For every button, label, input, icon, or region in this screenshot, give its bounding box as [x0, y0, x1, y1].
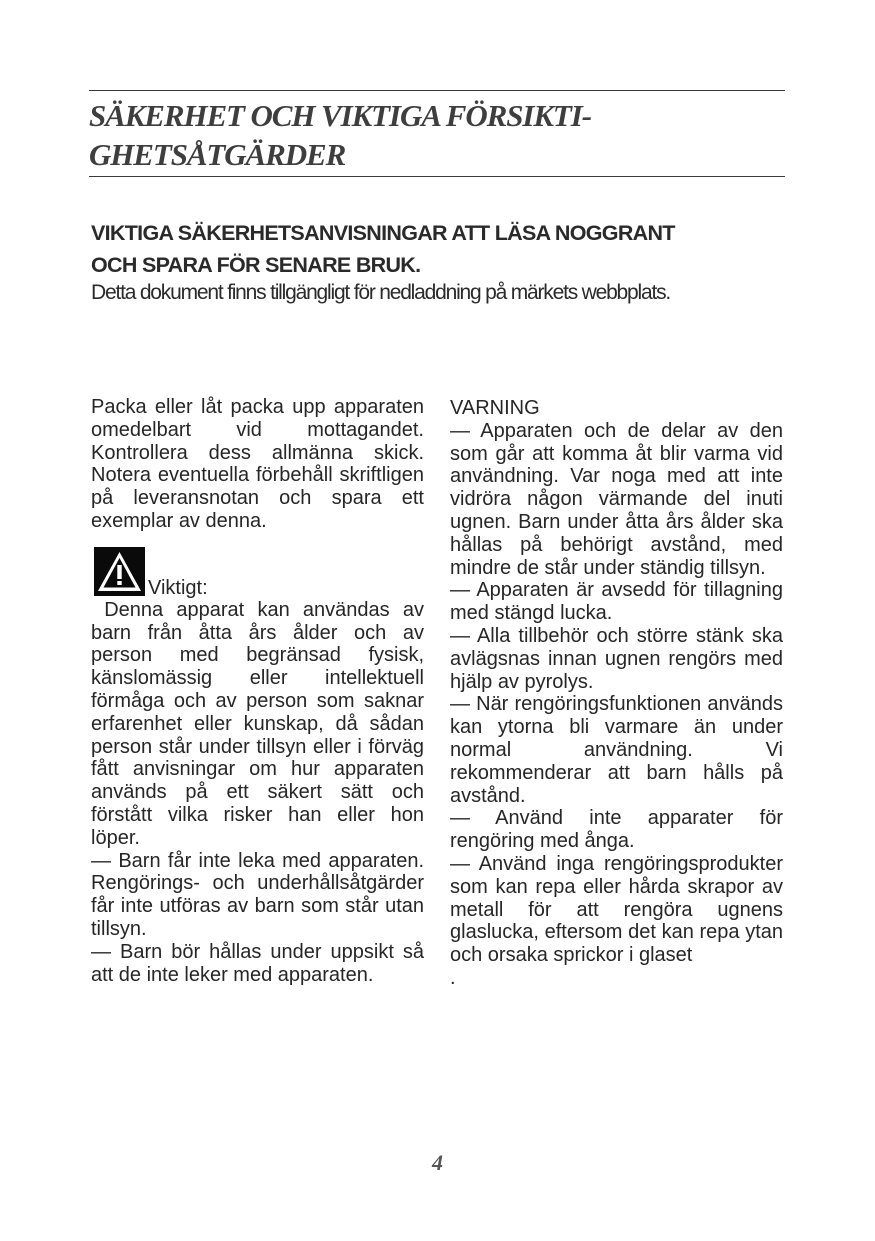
right-column — [450, 396, 783, 990]
safety-subheading-line-2: OCH SPARA FÖR SENARE BRUK. — [91, 253, 421, 277]
warning-heading: VARNING — [450, 397, 540, 419]
important-notice — [91, 547, 424, 599]
page-number: 4 — [432, 1150, 443, 1175]
page-title-line-1: SÄKERHET OCH VIKTIGA FÖRSIKTI- — [89, 98, 591, 133]
supervision-paragraph: — Barn bör hållas under uppsikt så att de inte leker med apparaten. — [91, 940, 424, 986]
unpack-paragraph: Packa eller låt packa upp apparaten omedelbart vid mottagandet. Kontrollera dess allmänna skick. Notera eventuella förbehåll skriftligen på leveransnotan och spara ett exemplar av denna. — [91, 396, 424, 532]
title-bottom-rule — [89, 176, 785, 177]
closed-door-paragraph: — Apparaten är avsedd för tillagning med stängd lucka. — [450, 579, 783, 625]
cleaning-function-paragraph: — När rengöringsfunktionen används kan ytorna bli varmare än under normal användning. Vi rekommenderar att barn hålls på avstånd. — [450, 693, 783, 807]
hot-parts-paragraph: — Apparaten och de delar av den som går att komma åt blir varma vid användning. Var noga med att inte vidröra någon värmande del inuti ugnen. Barn under åtta års ålder ska hållas på behörigt avstånd, med mindre de står under ständig tillsyn. — [450, 419, 783, 579]
trailing-dot: . — [450, 966, 456, 989]
warning-triangle-graphic — [94, 547, 145, 596]
left-column — [91, 396, 430, 986]
page-title-line-2: GHETSÅTGÄRDER — [89, 137, 346, 172]
children-use-paragraph: Denna apparat kan användas av barn från åtta års ålder och av person med begränsad fysisk, känslomässig eller intellektuell förmåga och av person som saknar erfarenhet eller kunskap, då sådan person står under tillsyn eller i förväg fått anvisningar om hur apparaten används på ett säkert sätt och förstått vilka risker han eller hon löper. — [91, 598, 430, 849]
accessories-paragraph: — Alla tillbehör och större stänk ska avlägsnas innan ugnen rengörs med hjälp av pyrolys. — [450, 624, 783, 693]
safety-subheading-line-1: VIKTIGA SÄKERHETSANVISNINGAR ATT LÄSA NOGGRANT — [91, 221, 675, 245]
no-play-paragraph: — Barn får inte leka med apparaten. Rengörings- och underhållsåtgärder får inte utföras av barn som står utan tillsyn. — [91, 849, 424, 940]
page-title — [89, 96, 789, 174]
safety-subheading — [91, 217, 791, 281]
abrasive-products-paragraph: — Använd inga rengöringsprodukter som kan repa eller hårda skrapor av metall för att rengöra ugnens glaslucka, eftersom det kan repa ytan och orsaka sprickor i glaset — [450, 852, 783, 967]
availability-note: Detta dokument finns tillgängligt för nedladdning på märkets webbplats. — [91, 281, 671, 304]
warning-triangle-icon — [94, 547, 145, 596]
important-label: Viktigt: — [148, 576, 208, 599]
steam-paragraph: — Använd inte apparater för rengöring med ånga. — [450, 807, 783, 853]
title-top-rule — [89, 90, 785, 91]
